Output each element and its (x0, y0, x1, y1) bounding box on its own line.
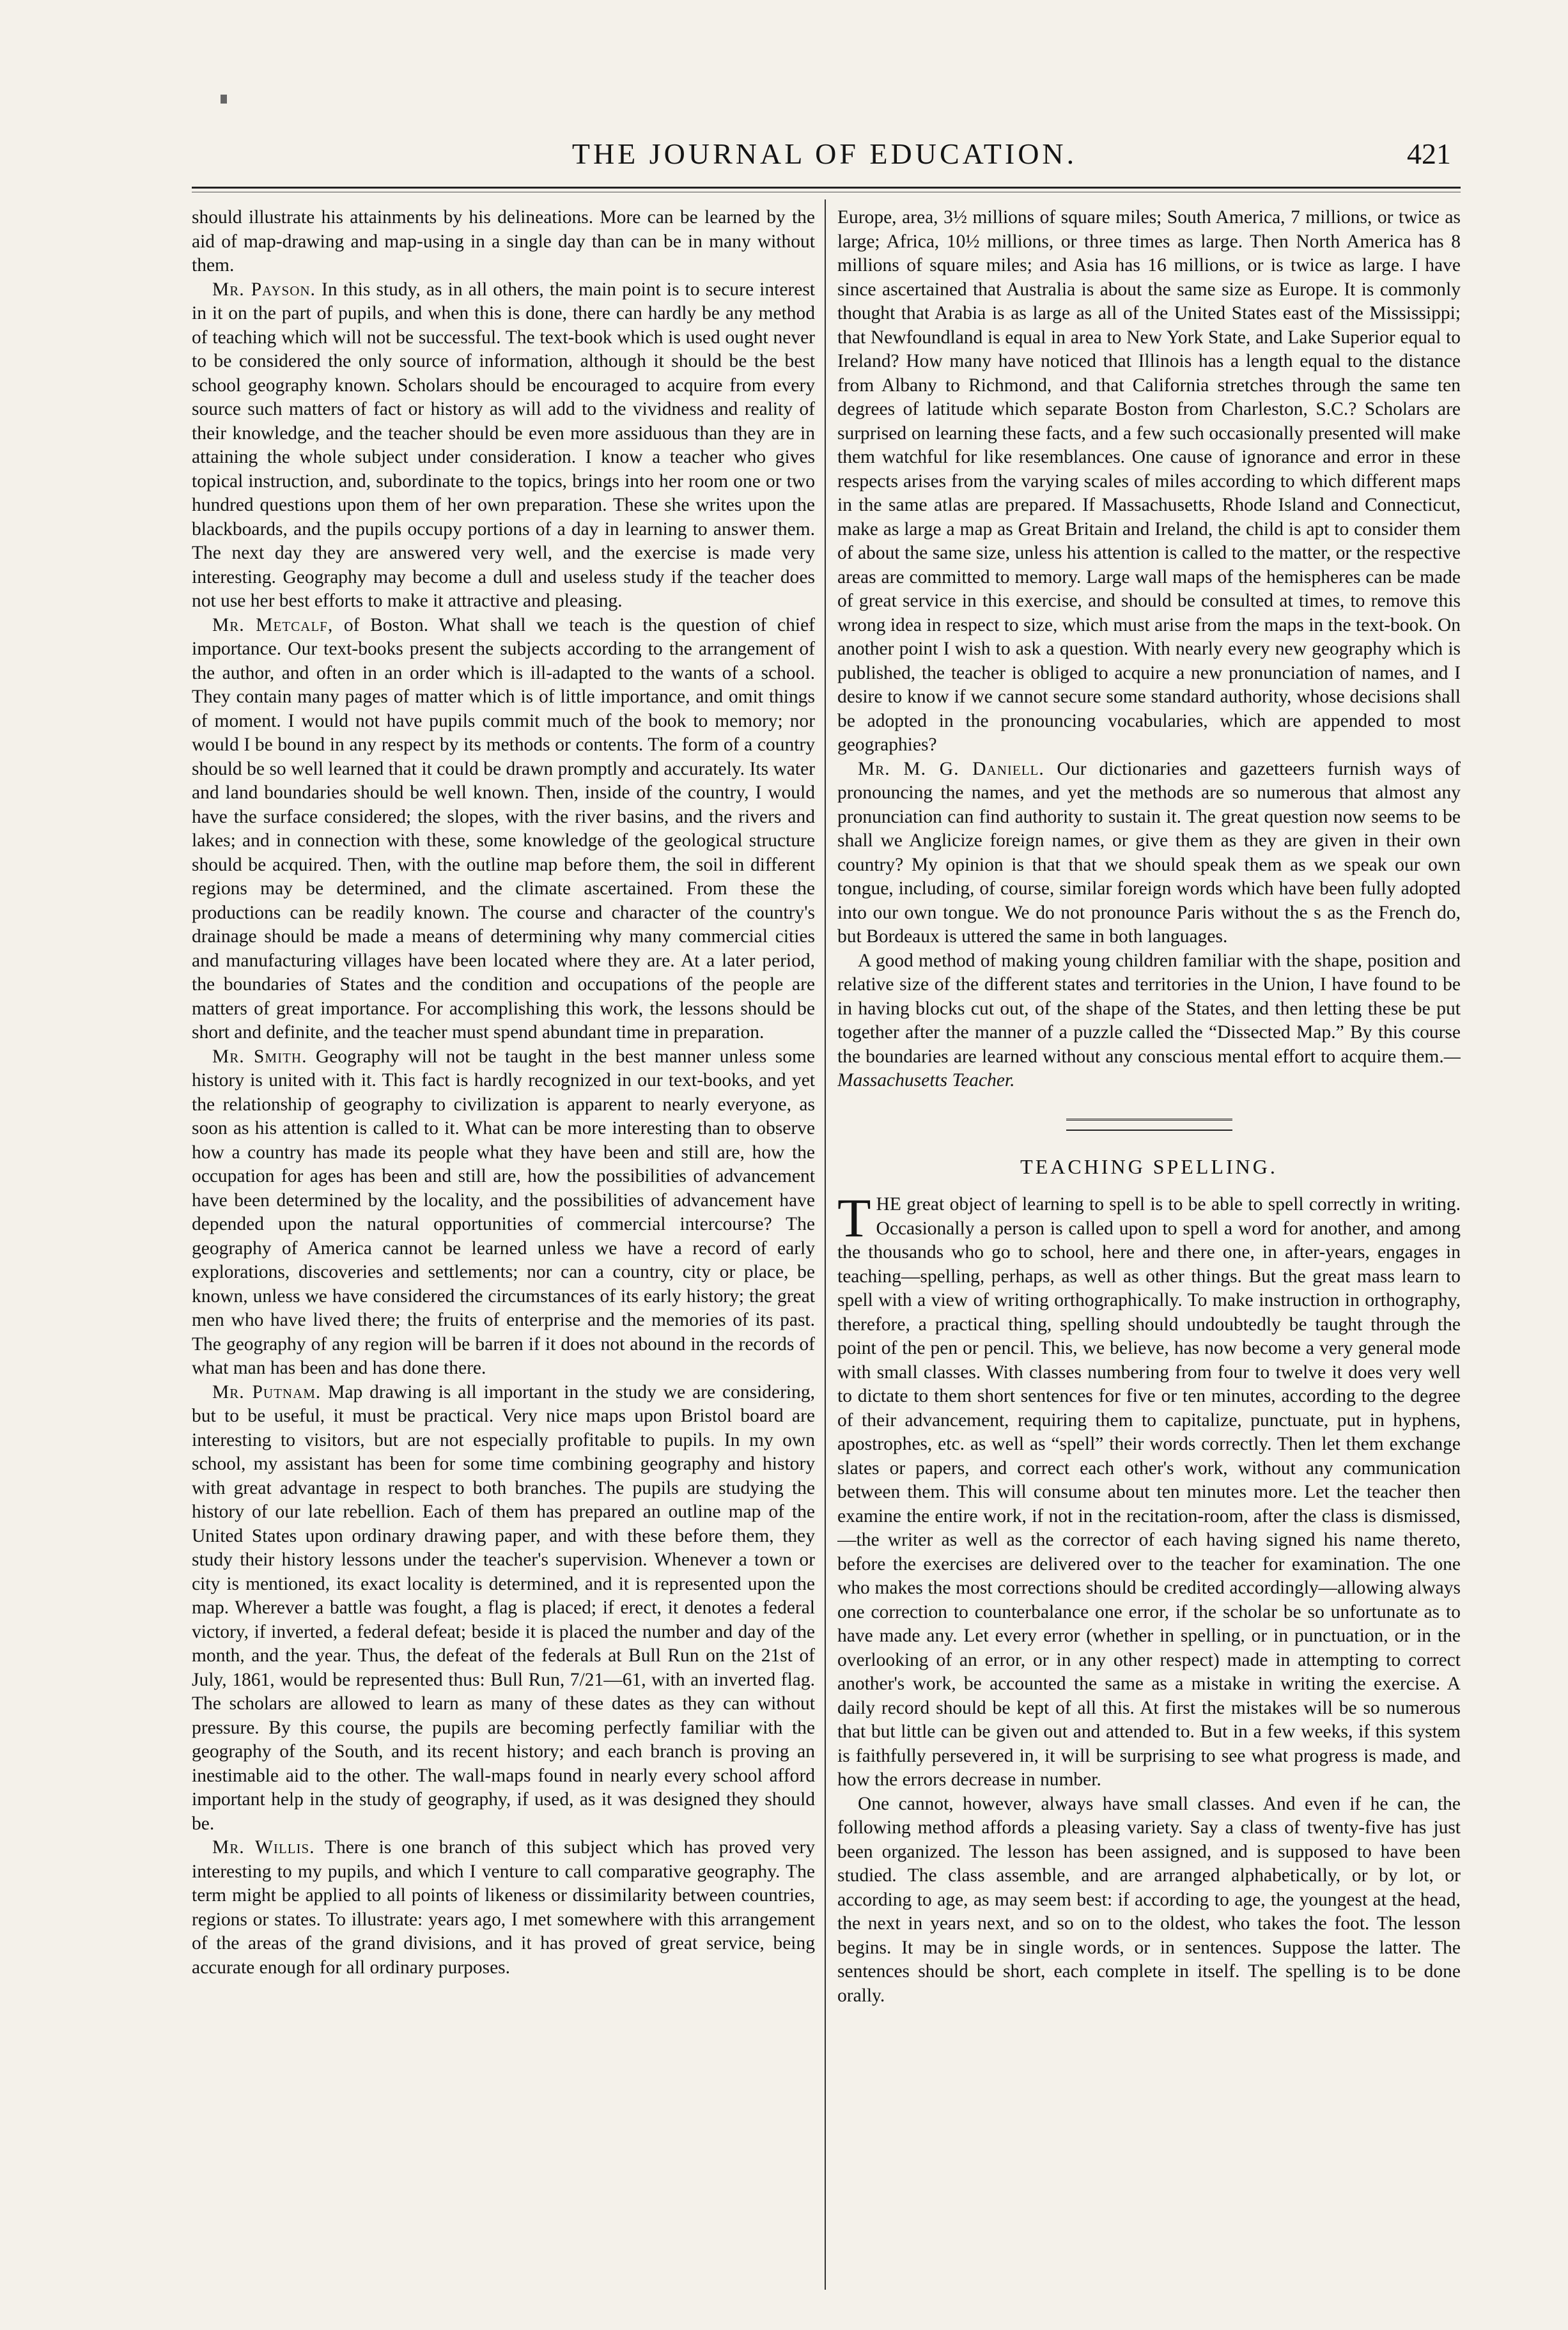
paragraph: One cannot, however, always have small classes. And even if he can, the following method affords a pleasing variety. Say a class of twenty-five has just been organized. The lesson has been assigned, and is supposed to have been studied. The class assemble, and are arranged alphabetically, or by lot, or according to age, as may seem best: if according to age, the youngest at the head, the next in years next, and so on to the oldest, who takes the foot. The lesson begins. It may be in single words, or in sentences. Suppose the latter. The sentences should be short, each complete in itself. The spelling is to be done orally. (837, 1793, 1461, 2006)
paragraph (837, 757, 1461, 949)
speaker-name: Mr. M. G. Daniell. (858, 758, 1044, 779)
paragraph-text: Map drawing is all important in the study we are considering, but to be useful, it must be practical. Very nice maps upon Bristol board are interesting to visitors, but are not especially profitable to pupils. In my own school, my assistant has been for some time combining geography and history with great advantage in respect to both branches. The pupils are studying the history of our late rebellion. Each of them has prepared an outline map of the United States upon ordinary drawing paper, and with these before them, they study their history lessons under the teacher's supervision. Whenever a town or city is mentioned, its exact locality is determined, and it is represented upon the map. Wherever a battle was fought, a flag is placed; if erect, it denotes a federal victory, if inverted, a federal defeat; beside it is placed the number and day of the month, and the year. Thus, the defeat of the federals at Bull Run on the 21st of July, 1861, would be represented thus: Bull Run, 7/21—61, with an inverted flag. The scholars are allowed to learn as many of these dates as they can without pressure. By this course, the pupils are becoming perfectly familiar with the geography of the South, and its recent history; and each branch is proving an inestimable aid to the other. The wall-maps found in nearly every school afford important help in the study of geography, if used, as it was designed they should be. (192, 1381, 815, 1834)
print-speck (221, 95, 227, 104)
paragraph-text: Our dictionaries and gazetteers furnish ways of pronouncing the names, and yet the methods are so numerous that almost any pronunciation can find authority to sustain it. The great question now seems to be shall we Anglicize foreign names, or give them as they are given in their own country? My opinion is that that we should speak them as we speak our own tongue, including, of course, similar foreign words which have been fully adopted into our own tongue. We do not pronounce Paris without the s as the French do, but Bordeaux is uttered the same in both languages. (837, 758, 1461, 947)
speaker-name: Mr. Smith. (212, 1046, 307, 1067)
paragraph-text: HE great object of learning to spell is to be able to spell correctly in writing. Occasionally a person is called upon to spell a word for another, and among the thousands who go to school, here and there one, in after-years, engages in teaching—spelling, perhaps, as well as other things. But the great mass learn to spell with a view of writing orthographically. To make instruction in orthography, therefore, a practical thing, spelling should undoubtedly be taught through the point of the pen or pencil. This, we believe, has now become a very general mode with small classes. With classes numbering from four to twelve it does very well to dictate to them short sentences for five or ten minutes, according to the degree of their advancement, requiring them to capitalize, punctuate, put in hyphens, apostrophes, etc. as well as “spell” their words correctly. Then let them exchange slates or papers, and correct each other's work, without any communication between them. This will consume about ten minutes more. Let the teacher then examine the entire work, if not in the recitation-room, after the class is dismissed,—the writer as well as the corrector of each having signed his name thereto, before the exercises are delivered over to the teacher for examination. The one who makes the most corrections should be credited accordingly—allowing always one correction to counterbalance one error, if the scholar be so unfortunate as to have made any. Let every error (whether in spelling, or in punctuation, or in the overlooking of an error, or in any other respect) made in attempting to correct another's work, be accounted the same as a mistake in writing the exercise. A daily record should be kept of all this. At first the mistakes will be so numerous that but little can be given out and attended to. But in a few weeks, if this system is faithfully persevered in, it will be surprising to see what progress is made, and how the errors decrease in number. (837, 1194, 1461, 1790)
source-attribution: —Massachusetts Teacher. (837, 1046, 1461, 1091)
section-title: TEACHING SPELLING. (1020, 1154, 1278, 1178)
journal-title: THE JOURNAL OF EDUCATION. (571, 137, 1078, 170)
paragraph-text: A good method of making young children familiar with the shape, position and relative size of the different states and territories in the Union, I have found to be in having blocks cut out, of the shape of the States, and then letting these be put together after the manner of a puzzle called the “Dissected Map.” By this course the boundaries are learned without any conscious mental effort to acquire them. (837, 950, 1461, 1067)
running-header (198, 137, 1451, 175)
paragraph: Europe, area, 3½ millions of square miles; South America, 7 millions, or twice as large; Africa, 10½ millions, or three times as large. Then North America has 8 millions of square miles; and Asia has 16 millions, or is twice as large. I have since ascertained that Australia is about the same size as Europe. It is commonly thought that Arabia is as large as all of the United States east of the Mississippi; that Newfoundland is equal in area to New York State, and Lake Superior equal to Ireland? How many have noticed that Illinois has a length equal to the distance from Albany to Richmond, and that California stretches through the same ten degrees of latitude which separate Boston from Charleston, S.C.? Scholars are surprised on learning these facts, and a few such occasionally presented will make them watchful for like resemblances. One cause of ignorance and error in these respects arises from the varying scales of miles according to which different maps in the same atlas are prepared. If Massachusetts, Rhode Island and Connecticut, make as large a map as Great Britain and Ireland, the child is apt to consider them of about the same size, unless his attention is called to the matter, or the respective areas are committed to memory. Large wall maps of the hemispheres can be made of great service in this exercise, and should be consulted at times, to remove this wrong idea in respect to size, which must arise from the maps in the text-book. On another point I wish to ask a question. With nearly every new geography which is published, the teacher is obliged to acquire a new pronunciation of names, and I desire to know if we cannot secure some standard authority, whose decisions shall be adopted in the pronouncing vocabularies, which are appended to most geographies? (837, 207, 1461, 755)
paragraph: should illustrate his attainments by his delineations. More can be learned by the aid of map-drawing and map-using in a single day than can be in many without them. (192, 207, 815, 276)
paragraph (192, 278, 815, 614)
drop-cap: T (837, 1187, 871, 1248)
speaker-name: Mr. Metcalf, (212, 614, 334, 635)
section-ornament-rule (1066, 1119, 1232, 1131)
left-column (192, 206, 815, 2277)
speaker-name: Mr. Payson. (212, 279, 316, 300)
column-divider (825, 199, 826, 2290)
page-number: 421 (1407, 137, 1451, 170)
paragraph (192, 614, 815, 1045)
paragraph (837, 1187, 1461, 1792)
paragraph (192, 1045, 815, 1381)
paragraph-text: Geography will not be taught in the best manner unless some history is united with it. This fact is hardly recognized in our text-books, and yet the relationship of geography to civilization is apparent to nearly everyone, as soon as his attention is called to it. What can be more interesting than to observe how a country has made its people what they have been and still are, how the occupation for ages has been and still are, how the possibilities of advancement have been determined by the locality, and the possibilities of advancement have depended upon the natural opportunities of commercial intercourse? The geography of America cannot be learned unless we have a record of early explorations, discoveries and settlements; nor can a country, city or place, be known, unless we have considered the circumstances of its early history; the great men who have lived there; the fruits of enterprise and the memories of its past. The geography of any region will be barren if it does not abound in the records of what man has been and has done there. (192, 1046, 815, 1378)
paragraph (192, 1836, 815, 1980)
paragraph (837, 949, 1461, 1093)
paragraph-text: In this study, as in all others, the main point is to secure interest in it on the part of pupils, and when this is done, there can hardly be any method of teaching which will not be successful. The text-book which is used ought never to be considered the only source of information, although it should be the best school geography known. Scholars should be encouraged to acquire from every source such matters of fact or history as will add to the vividness and reality of their knowledge, and the teacher should be even more assiduous than they are in attaining the whole subject under consideration. I know a teacher who gives topical instruction, and, subordinate to the topics, brings into her room one or two hundred questions upon them of her own preparation. These she writes upon the blackboards, and the pupils occupy portions of a day in learning to answer them. The next day they are answered very well, and the exercise is made very interesting. Geography may become a dull and useless study if the teacher does not use her best efforts to make it attractive and pleasing. (192, 279, 815, 611)
header-rule (192, 187, 1461, 189)
speaker-name: Mr. Putnam. (212, 1381, 322, 1402)
paragraph (192, 1381, 815, 1837)
paragraph-text: There is one branch of this subject which has proved very interesting to my pupils, and which I venture to call comparative geography. The term might be applied to all points of likeness or dissimilarity between countries, regions or states. To illustrate: years ago, I met somewhere with this arrangement of the areas of the grand divisions, and it has proved of great service, being accurate enough for all ordinary purposes. (192, 1837, 815, 1978)
speaker-name: Mr. Willis. (212, 1837, 315, 1858)
paragraph-text: of Boston. What shall we teach is the question of chief importance. Our text-books present the subjects according to the arrangement of the author, and often in an order which is ill-adapted to the wants of a school. They contain many pages of matter which is of little importance, and omit things of moment. I would not have pupils commit much of the book to memory; nor would I be bound in any respect by its methods or contents. The form of a country should be so well learned that it could be drawn promptly and accurately. Its water and land boundaries should be well known. Then, inside of the country, I would have the surface considered; the slopes, with the river basins, and the rivers and lakes; and in connection with these, some knowledge of the geological structure should be acquired. Then, with the outline map before them, the soil in different regions may be determined, and the climate ascertained. From these the productions can be readily known. The course and character of the country's drainage should be made a means of determining why many commercial cities and manufacturing villages have been located where they are. At a later period, the boundaries of States and the condition and occupations of the people are matters of great importance. For accomplishing this work, the lessons should be short and definite, and the teacher must spend abundant time in preparation. (192, 614, 815, 1043)
right-column (837, 206, 1461, 2290)
